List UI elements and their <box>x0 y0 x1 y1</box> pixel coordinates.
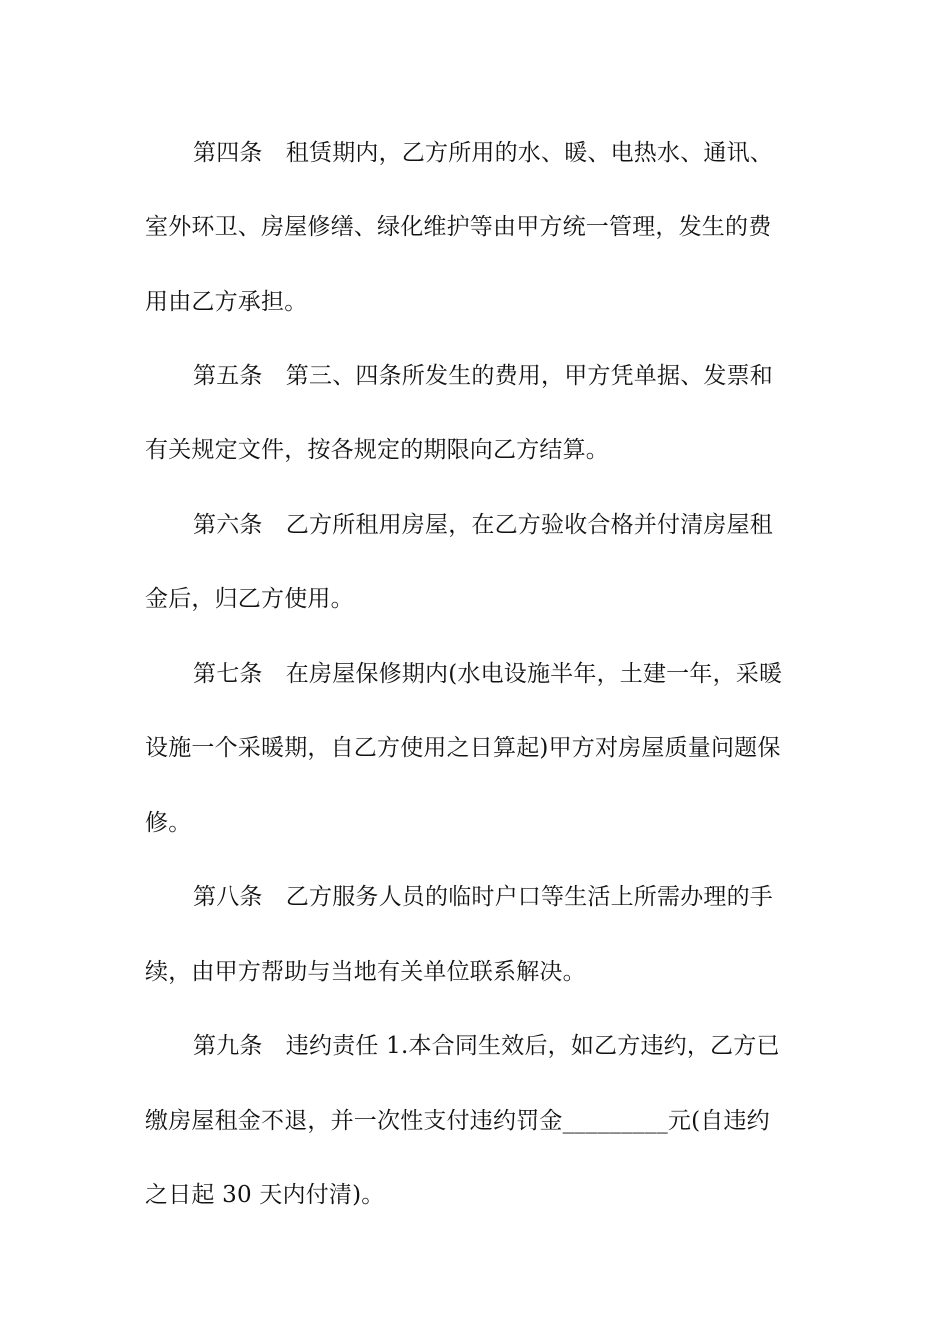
article-8-line-2: 续，由甲方帮助与当地有关单位联系解决。 <box>145 959 586 985</box>
article-9-line-2: 缴房屋租金不退，并一次性支付违约罚金_________元(自违约 <box>145 1108 770 1134</box>
article-6-line-2: 金后，归乙方使用。 <box>145 586 354 612</box>
article-5-line-1: 第五条 第三、四条所发生的费用，甲方凭单据、发票和 <box>193 363 773 389</box>
article-4-line-3: 用由乙方承担。 <box>145 289 308 315</box>
article-7-line-3: 修。 <box>145 810 192 836</box>
article-6-line-1: 第六条 乙方所租用房屋，在乙方验收合格并付清房屋租 <box>193 512 773 538</box>
article-7-line-2: 设施一个采暖期，自乙方使用之日算起)甲方对房屋质量问题保 <box>145 735 781 761</box>
article-8-line-1: 第八条 乙方服务人员的临时户口等生活上所需办理的手 <box>193 884 773 910</box>
article-4-line-1: 第四条 租赁期内，乙方所用的水、暖、电热水、通讯、 <box>193 140 773 166</box>
article-9-line-1: 第九条 违约责任 1.本合同生效后，如乙方违约，乙方已 <box>193 1033 780 1059</box>
article-9-line-3: 之日起 30 天内付清)。 <box>145 1182 385 1208</box>
article-4-line-2: 室外环卫、房屋修缮、绿化维护等由甲方统一管理，发生的费 <box>145 214 772 240</box>
article-7-line-1: 第七条 在房屋保修期内(水电设施半年，土建一年，采暖 <box>193 661 783 687</box>
article-5-line-2: 有关规定文件，按各规定的期限向乙方结算。 <box>145 437 609 463</box>
